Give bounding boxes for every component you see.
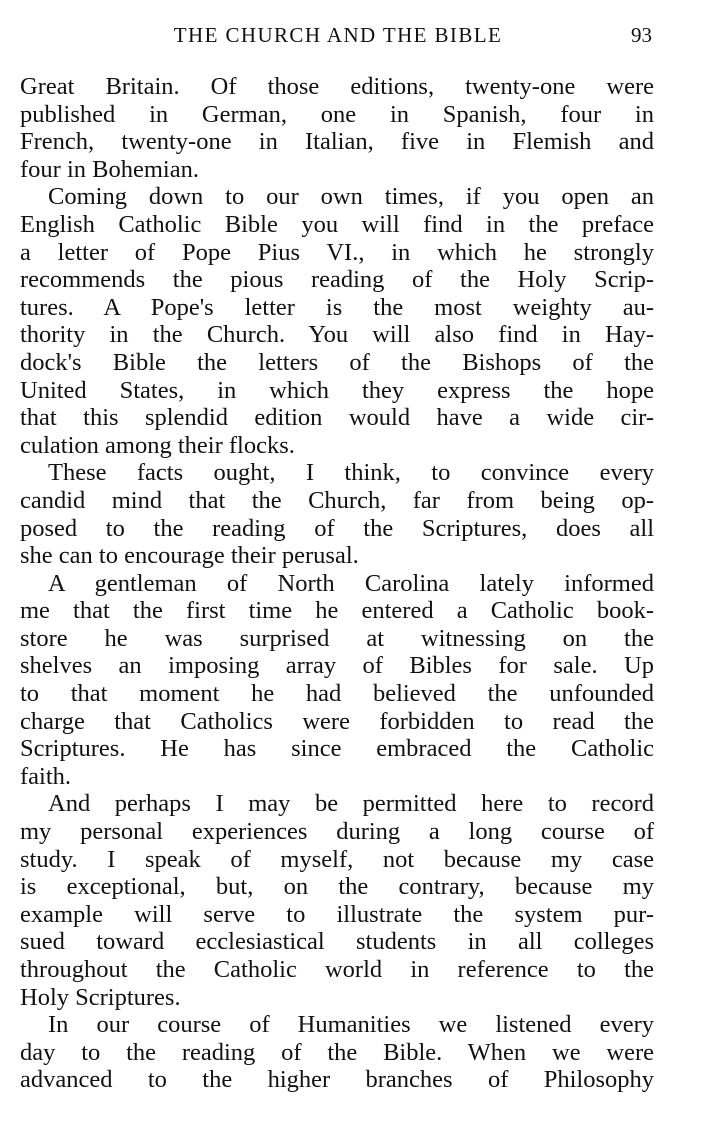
text-line: store he was surprised at witnessing on the [20, 624, 654, 652]
text-line: she can to encourage their perusal. [20, 542, 359, 570]
page-number: 93 [631, 23, 652, 47]
text-line: me that the first time he entered a Catholic book- [20, 597, 654, 625]
text-line: published in German, one in Spanish, four in [20, 100, 654, 128]
text-line: my personal experiences during a long course of [20, 818, 654, 846]
text-line: These facts ought, I think, to convince every [48, 459, 654, 487]
text-line: day to the reading of the Bible. When we were [20, 1038, 654, 1066]
text-line: culation among their flocks. [20, 431, 295, 459]
text-line: Coming down to our own times, if you open an [48, 183, 654, 211]
text-line: shelves an imposing array of Bibles for sale. Up [20, 652, 654, 680]
text-line: Holy Scriptures. [20, 983, 181, 1011]
text-line: Scriptures. He has since embraced the Catholic [20, 735, 654, 763]
text-line: In our course of Humanities we listened every [48, 1011, 654, 1039]
text-line: is exceptional, but, on the contrary, because my [20, 873, 654, 901]
text-line: four in Bohemian. [20, 155, 199, 183]
running-head-title: THE CHURCH AND THE BIBLE [173, 23, 503, 47]
text-line: that this splendid edition would have a wide cir- [20, 404, 654, 432]
text-line: example will serve to illustrate the system pur- [20, 900, 654, 928]
text-line: faith. [20, 762, 72, 790]
body-text [20, 73, 654, 1094]
text-line: study. I speak of myself, not because my case [20, 845, 654, 873]
text-line: And perhaps I may be permitted here to record [48, 790, 654, 818]
text-line: to that moment he had believed the unfounded [20, 680, 654, 708]
text-line: sued toward ecclesiastical students in all colleges [20, 928, 654, 956]
text-line: Great Britain. Of those editions, twenty-one were [20, 73, 654, 100]
text-line: a letter of Pope Pius VI., in which he strongly [20, 238, 654, 266]
text-line: advanced to the higher branches of Philosophy [20, 1066, 654, 1094]
text-line: tures. A Pope's letter is the most weighty au- [20, 293, 654, 321]
text-line: recommends the pious reading of the Holy Scrip- [20, 266, 654, 294]
text-line: posed to the reading of the Scriptures, does all [20, 514, 654, 542]
text-line: United States, in which they express the hope [20, 376, 654, 404]
text-line: thority in the Church. You will also find in Hay- [20, 321, 654, 349]
text-line: charge that Catholics were forbidden to read the [20, 707, 654, 735]
text-line: throughout the Catholic world in reference to the [20, 956, 654, 983]
text-line: candid mind that the Church, far from being op- [20, 486, 654, 514]
text-line: English Catholic Bible you will find in the preface [20, 210, 654, 238]
text-line: A gentleman of North Carolina lately informed [48, 569, 654, 597]
text-line: dock's Bible the letters of the Bishops of the [20, 348, 654, 376]
text-line: French, twenty-one in Italian, five in Flemish and [20, 128, 654, 156]
running-head [20, 20, 656, 50]
